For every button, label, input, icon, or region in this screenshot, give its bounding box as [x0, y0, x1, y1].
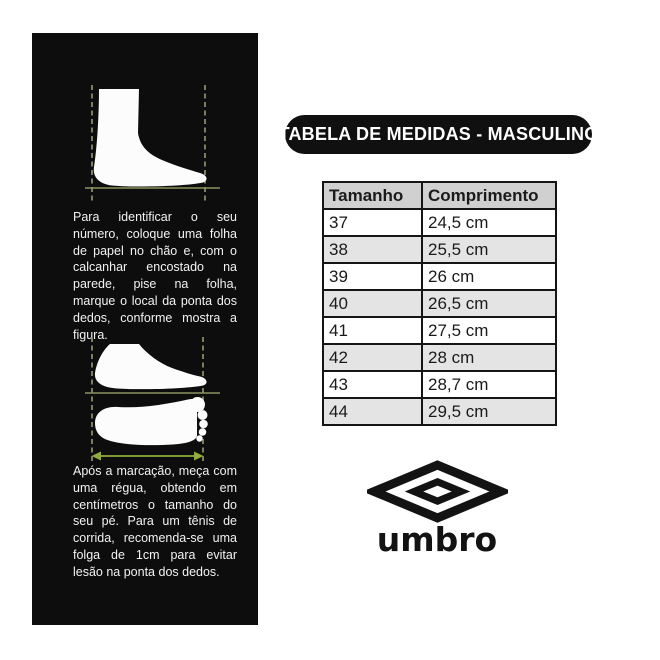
size-table: [322, 181, 557, 426]
column-header-comprimento: Comprimento: [422, 182, 556, 209]
length-cell: 29,5 cm: [422, 398, 556, 425]
length-cell: 25,5 cm: [422, 236, 556, 263]
size-cell: 40: [323, 290, 422, 317]
length-cell: 28 cm: [422, 344, 556, 371]
table-row: [323, 290, 556, 317]
column-header-tamanho: Tamanho: [323, 182, 422, 209]
length-cell: 26 cm: [422, 263, 556, 290]
page-title: TABELA DE MEDIDAS - MASCULINO: [278, 124, 599, 144]
table-row: [323, 344, 556, 371]
table-row: [323, 371, 556, 398]
side-foot-silhouette: [95, 344, 207, 389]
instruction-text-2: Após a marcação, meça com uma régua, obtendo em centímetros o tamanho do seu pé. Para um tênis de corrida, recomenda-se uma folga de 1cm para evitar lesão na ponta dos dedos.: [73, 464, 237, 579]
size-cell: 38: [323, 236, 422, 263]
length-cell: 28,7 cm: [422, 371, 556, 398]
length-cell: 27,5 cm: [422, 317, 556, 344]
instruction-text-1: Para identificar o seu número, coloque uma folha de papel no chão e, com o calcanhar encostado na parede, pise na folha, marque o local da ponta dos dedos, conforme mostra a figura.: [73, 210, 237, 342]
instructions-panel: [32, 33, 258, 625]
title-pill: [278, 115, 599, 154]
size-cell: 43: [323, 371, 422, 398]
size-cell: 41: [323, 317, 422, 344]
table-row: [323, 236, 556, 263]
size-cell: 39: [323, 263, 422, 290]
foot-silhouette: [94, 89, 207, 187]
table-row: [323, 263, 556, 290]
table-header-row: [323, 182, 556, 209]
length-cell: 26,5 cm: [422, 290, 556, 317]
footprint-silhouette: [95, 397, 208, 445]
size-cell: 42: [323, 344, 422, 371]
length-cell: 24,5 cm: [422, 209, 556, 236]
size-cell: 44: [323, 398, 422, 425]
foot-length-measure-diagram: [85, 335, 220, 467]
umbro-wordmark: umbro: [376, 520, 498, 559]
table-row: [323, 317, 556, 344]
table-row: [323, 209, 556, 236]
foot-side-measure-diagram: [85, 83, 220, 205]
umbro-double-diamond-icon: [367, 460, 508, 523]
umbro-logo: [352, 460, 522, 557]
table-row: [323, 398, 556, 425]
size-cell: 37: [323, 209, 422, 236]
length-arrow: [92, 452, 204, 461]
